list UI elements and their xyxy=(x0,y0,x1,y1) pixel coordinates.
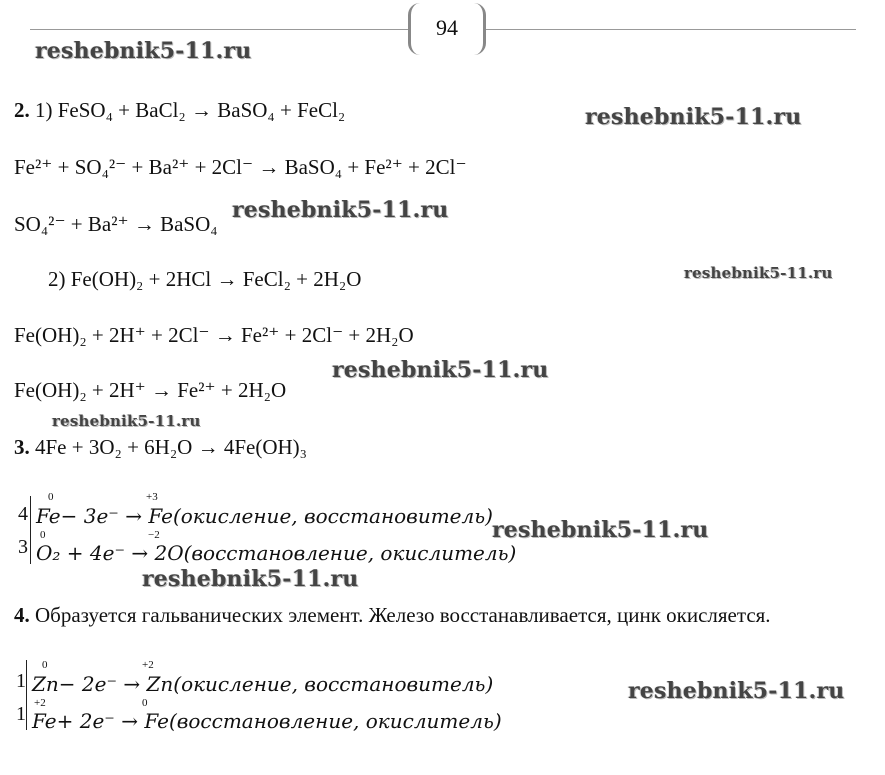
task2-short-ionic2: Fe(OH)₂ + 2H⁺ → Fe²⁺ + 2H₂O xyxy=(14,378,287,402)
task4-row2-ox-left: +2 xyxy=(34,697,46,709)
watermark-7: reshebnik5-11.ru xyxy=(492,517,709,543)
task3-row2-coef: 3 xyxy=(18,536,28,558)
watermark-4: reshebnik5-11.ru xyxy=(684,264,833,282)
watermark-2: reshebnik5-11.ru xyxy=(585,104,802,130)
task4-row1-coef: 1 xyxy=(16,670,26,692)
task2-ionic2: Fe(OH)₂ + 2H⁺ + 2Cl⁻ → Fe²⁺ + 2Cl⁻ + 2H₂O xyxy=(14,323,414,347)
task3-row1-coef: 4 xyxy=(18,503,28,525)
task2-ionic1: Fe²⁺ + SO₄²⁻ + Ba²⁺ + 2Cl⁻ → BaSO₄ + Fe²⁺ + 2Cl⁻ xyxy=(14,155,467,179)
task3-line xyxy=(14,435,307,460)
header-rule-left xyxy=(30,29,408,30)
task4-row2-coef: 1 xyxy=(16,703,26,725)
watermark-9: reshebnik5-11.ru xyxy=(628,678,845,704)
task4-balance-bar xyxy=(26,660,27,730)
task3-row2-ox-left: 0 xyxy=(40,529,46,541)
task3-number: 3. xyxy=(14,435,30,459)
task4-row2-text: Fe+ 2e⁻ → Fe(восстановление, окислитель) xyxy=(32,709,502,733)
page-number: 94 xyxy=(436,15,458,40)
watermark-1: reshebnik5-11.ru xyxy=(35,38,252,64)
task2-short-ionic1: SO₄²⁻ + Ba²⁺ → BaSO₄ xyxy=(14,212,218,236)
task3-row1-text: Fe− 3e⁻ → Fe(окисление, восстановитель) xyxy=(36,504,493,528)
task2-number: 2. xyxy=(14,98,30,122)
task2-equation1: 1) FeSO₄ + BaCl₂ → BaSO₄ + FeCl₂ xyxy=(35,98,346,122)
task3-row2-text: O₂ + 4e⁻ → 2O(восстановление, окислитель) xyxy=(36,541,517,565)
watermark-3: reshebnik5-11.ru xyxy=(232,197,449,223)
watermark-8: reshebnik5-11.ru xyxy=(142,566,359,592)
task2-equation2: 2) Fe(OH)₂ + 2HCl → FeCl₂ + 2H₂O xyxy=(48,267,362,291)
task3-row1-ox-right: +3 xyxy=(146,491,158,503)
task4-row1-ox-left: 0 xyxy=(42,659,48,671)
watermark-5: reshebnik5-11.ru xyxy=(332,357,549,383)
task4-line xyxy=(14,603,771,628)
page-number-box xyxy=(408,3,486,55)
task4-row1-ox-right: +2 xyxy=(142,659,154,671)
task4-row2-ox-right: 0 xyxy=(142,697,148,709)
task3-balance-bar xyxy=(30,496,31,564)
task3-row1-ox-left: 0 xyxy=(48,491,54,503)
task3-row2-ox-right: −2 xyxy=(148,529,160,541)
task2-line1 xyxy=(14,98,345,123)
task4-number: 4. xyxy=(14,603,30,627)
task4-text: Образуется гальванических элемент. Железо восстанавливается, цинк окисляется. xyxy=(35,603,771,627)
task3-equation: 4Fe + 3O₂ + 6H₂O → 4Fe(OH)₃ xyxy=(35,435,307,459)
watermark-6: reshebnik5-11.ru xyxy=(52,412,201,430)
task4-row1-text: Zn− 2e⁻ → Zn(окисление, восстановитель) xyxy=(32,672,494,696)
header-rule-right xyxy=(486,29,856,30)
